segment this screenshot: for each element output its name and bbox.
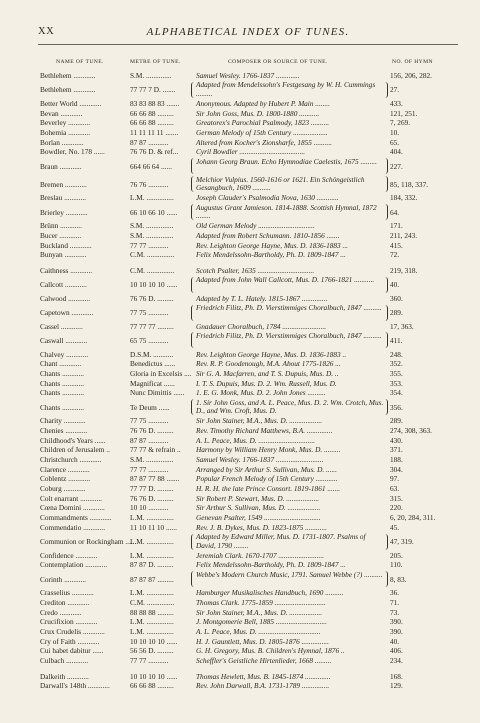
hymn-numbers: 304.	[390, 464, 403, 474]
composer-source: Popular French Melody of 15th Century ............	[196, 474, 338, 484]
tune-metre: L.M. ...............	[130, 617, 174, 627]
index-entry	[0, 331, 480, 349]
composer-source: Rev. John Darwall, B.A. 1731-1789 ...............	[196, 681, 330, 691]
composer-source: Felix Mendelssohn-Bartholdy, Ph. D. 1809-1847 ...	[196, 250, 346, 260]
left-brace	[191, 534, 195, 550]
tune-metre: S.M. ...............	[130, 221, 174, 231]
index-entry	[0, 474, 480, 484]
right-brace	[384, 534, 388, 550]
tune-metre: C.M. ...............	[130, 266, 175, 275]
composer-source: Sir John Goss, Mus. D. 1800-1880 ...........	[196, 108, 320, 118]
composer-source: Harmony by William Henry Monk, Mus. D. .........	[196, 445, 341, 455]
composer-source: Thomas Hewlett, Mus. B. 1845-1874 ..............	[196, 671, 331, 681]
composer-source: Joseph Clauder's Psalmodia Nova, 1630 ............	[196, 193, 339, 203]
composer-source: A. L. Peace, Mus. D. ..................................	[196, 627, 321, 636]
composer-source: Johann Georg Braun. Echo Hymnodiae Caelestis, 1675 .........	[196, 156, 377, 166]
left-brace	[191, 204, 195, 220]
tune-metre: 88 88 88 .........	[130, 607, 174, 617]
index-entry	[0, 276, 480, 294]
tune-name: Cry of Faith ............	[40, 636, 100, 646]
tune-metre: 66 66 88 .........	[130, 681, 174, 691]
right-brace	[384, 277, 388, 293]
hymn-numbers: 390.	[390, 617, 403, 627]
right-brace	[384, 176, 388, 192]
hymn-numbers: 211, 243.	[390, 230, 418, 240]
composer-source: Sir Arthur S. Sullivan, Mus. D. ..................	[196, 503, 321, 513]
tune-name: Cœna Domini ............	[40, 503, 105, 513]
hymn-numbers: 184, 332.	[390, 193, 418, 203]
composer-source: Adapted by Edward Miller, Mus. D. 1731-1807. Psalms of David, 1790 ........	[196, 532, 366, 550]
hymn-numbers: 220.	[390, 503, 403, 513]
tune-metre: 77 77 D. .........	[130, 484, 174, 494]
tune-metre: 10 10 ...........	[130, 503, 169, 513]
tune-name: Chants ............	[40, 388, 84, 398]
composer-source: Augustus Grant Jamieson. 1814-1888. Scottish Hymnal, 1872 ........	[196, 202, 377, 221]
tune-name: Commendatio ............	[40, 522, 106, 532]
index-entry	[0, 99, 480, 109]
composer-source: Felix Mendelssohn-Bartholdy, Ph. D. 1809-1847 ...	[196, 560, 346, 570]
composer-source: Sir G. A. Macfarren, and T. S. Dupuis, Mus. D. ..	[196, 369, 339, 378]
index-entry	[0, 627, 480, 637]
tune-metre: C.M. ...............	[130, 250, 175, 260]
composer-source: Rev. Leighton George Hayne, Mus. D. 1836-1883 ..	[196, 349, 347, 359]
tune-metre: Benedictus ......	[130, 359, 176, 369]
index-entry	[0, 436, 480, 446]
composer-source: German Melody of 15th Century ...................	[196, 127, 328, 137]
hymn-numbers: 205.	[390, 550, 403, 560]
hymn-numbers: 355.	[390, 369, 403, 378]
tune-metre: 77 77 & refrain ..	[130, 445, 181, 455]
tune-name: Bremen ............	[40, 179, 87, 189]
index-entry	[0, 656, 480, 666]
hymn-numbers: 219, 318.	[390, 266, 418, 275]
tune-metre: 83 83 88 83 .......	[130, 98, 180, 108]
index-entry	[0, 81, 480, 99]
composer-source: Scheffler's Geistliche Hirtenlieder, 1668 .........	[196, 656, 332, 666]
hymn-numbers: 234.	[390, 656, 403, 666]
hymn-numbers: 371.	[390, 445, 403, 455]
tune-name: Bohemia ............	[40, 127, 91, 137]
hymn-numbers: 63.	[390, 484, 400, 494]
composer-source: Rev. R. P. Goodenough, M.A. About 1775-1826 ...	[196, 359, 341, 369]
tune-name: Bowdler, No. 178 ......	[40, 147, 105, 157]
tune-name: Bethlehem ............	[40, 85, 96, 95]
tune-metre: Te Deum ......	[130, 402, 170, 412]
tune-name: Chants ............	[40, 378, 84, 388]
tune-name: Callcott ............	[40, 280, 87, 290]
index-entry	[0, 598, 480, 608]
hymn-numbers: 352.	[390, 359, 403, 369]
tune-name: Cui habet dabitur ......	[40, 646, 104, 656]
tune-metre: 87 87 77 88 .......	[130, 474, 180, 484]
tune-name: Crasselius ............	[40, 588, 94, 598]
header-rule	[38, 44, 458, 45]
index-entry	[0, 250, 480, 260]
tune-metre: 65 75 ...........	[130, 335, 169, 345]
tune-metre: L.M. ...............	[130, 627, 174, 636]
index-entry	[0, 369, 480, 379]
index-entry	[0, 672, 480, 682]
hymn-numbers: 433.	[390, 98, 403, 108]
tune-name: Colt enarrant ............	[40, 493, 103, 503]
tune-name: Confidence ............	[40, 550, 98, 560]
composer-source: Genevan Psalter, 1549 ...............................	[196, 513, 321, 523]
index-entry	[0, 608, 480, 618]
hymn-numbers: 404.	[390, 147, 403, 157]
right-brace	[384, 204, 388, 220]
hymn-numbers: 71.	[390, 597, 400, 607]
hymn-numbers: 85, 118, 337.	[390, 179, 429, 189]
index-entry	[0, 484, 480, 494]
hymn-numbers: 168.	[390, 671, 403, 681]
composer-source: Old German Melody ...............................	[196, 221, 315, 231]
tune-name: Chants ............	[40, 369, 84, 378]
tune-name: Borlan ............	[40, 137, 84, 147]
left-brace	[191, 305, 195, 321]
composer-source: Webbe's Modern Church Music, 1791. Samuel Webbe (?) ..........	[196, 569, 383, 579]
index-entry	[0, 533, 480, 551]
tune-metre: L.M. ...............	[130, 513, 174, 523]
hymn-numbers: 227.	[390, 161, 403, 171]
hymn-numbers: 110.	[390, 560, 403, 570]
hymn-numbers: 356.	[390, 402, 403, 412]
composer-source: H. J. Gauntlett, Mus. D. 1805-1876 ...............	[196, 636, 329, 646]
index-entry	[0, 359, 480, 369]
tune-name: Clarence ............	[40, 464, 90, 474]
index-entry	[0, 109, 480, 119]
tune-metre: 10 10 10 10 ......	[130, 671, 178, 681]
composer-source: Sir John Stainer, M.A., Mus. D. ..................	[196, 416, 323, 426]
composer-source: Scotch Psalter, 1635 ...............................	[196, 266, 315, 275]
tune-metre: 77 77 77 .........	[130, 321, 174, 331]
composer-source: G. H. Gregory, Mus. B. Children's Hymnal, 1876 ..	[196, 646, 345, 656]
index-entry	[0, 388, 480, 398]
tune-name: Contemplation ............	[40, 560, 108, 570]
index-entry	[0, 617, 480, 627]
hymn-numbers: 17, 363.	[390, 321, 414, 331]
index-entry	[0, 241, 480, 251]
index-entry	[0, 551, 480, 561]
composer-source: Rev. Leighton George Hayne, Mus. D. 1836-1883 ...	[196, 240, 348, 250]
tune-metre: D.S.M. ...........	[130, 349, 174, 359]
tune-name: Coblentz ............	[40, 474, 91, 484]
index-entry	[0, 681, 480, 691]
index-entry	[0, 350, 480, 360]
hymn-numbers: 97.	[390, 474, 400, 484]
tune-metre: 87 87 ...........	[130, 137, 169, 147]
hymn-numbers: 406.	[390, 646, 403, 656]
composer-source: Sir John Stainer, M.A., Mus. D. ..................	[196, 607, 323, 617]
hymn-column-header: NO. OF HYMN	[392, 59, 433, 65]
index-entry	[0, 570, 480, 588]
hymn-numbers: 36.	[390, 588, 400, 598]
composer-column-header: COMPOSER OR SOURCE OF TUNE.	[228, 59, 328, 65]
index-entry	[0, 503, 480, 513]
tune-name: Christchurch ............	[40, 455, 102, 464]
composer-source: Samuel Wesley. 1766-1837 ..........................	[196, 455, 324, 464]
index-entry	[0, 138, 480, 148]
tune-name: Breslau ............	[40, 193, 87, 203]
tune-name: Communion or Rockingham ......	[40, 537, 137, 546]
tune-metre: 11 11 11 11 .......	[130, 127, 179, 137]
tune-metre: 76 76 ...........	[130, 179, 169, 189]
hymn-numbers: 6, 20, 284, 311.	[390, 513, 436, 523]
index-entry	[0, 513, 480, 523]
composer-source: Gnadauer Choralbuch, 1784 ........................	[196, 321, 327, 331]
tune-column-header: NAME OF TUNE.	[56, 59, 104, 65]
tune-metre: 76 76 D. .........	[130, 293, 174, 303]
index-entry	[0, 147, 480, 157]
hymn-numbers: 353.	[390, 378, 403, 388]
tune-metre: S.M. ...............	[130, 455, 174, 464]
composer-source: Jeremiah Clark. 1670-1707 .........................	[196, 550, 325, 560]
tune-metre: 10 10 10 10 ......	[130, 280, 178, 290]
tune-metre: 77 75 ...........	[130, 416, 169, 426]
index-entry	[0, 221, 480, 231]
tune-name: Credo ............	[40, 607, 82, 617]
composer-source: Sir Robert P. Stewart, Mus. D. ..................	[196, 493, 320, 503]
composer-source: A. L. Peace, Mus. D. ...............................	[196, 435, 315, 445]
tune-name: Beverley ............	[40, 118, 91, 128]
index-entry	[0, 637, 480, 647]
composer-source: Greatorex's Parochial Psalmody, 1823 ..........	[196, 118, 330, 128]
tune-metre: Magnificat ......	[130, 378, 175, 388]
tune-metre: 76 76 D. .........	[130, 425, 174, 435]
metre-column-header: METRE OF TUNE.	[130, 59, 181, 65]
tune-name: Childhood's Years ......	[40, 435, 106, 445]
index-entry	[0, 128, 480, 138]
hymn-numbers: 415.	[390, 240, 403, 250]
tune-metre: 11 10 11 10 ......	[130, 522, 177, 532]
tune-name: Darwall's 148th ............	[40, 681, 110, 691]
index-entry	[0, 465, 480, 475]
tune-name: Caswall ............	[40, 335, 88, 345]
hymn-numbers: 7, 269.	[390, 118, 411, 128]
hymn-numbers: 65.	[390, 137, 400, 147]
tune-name: Chalvey ............	[40, 349, 89, 359]
index-entry	[0, 203, 480, 221]
composer-source: Friedrich Filitz, Ph. D. Vierstimmiges Choralbuch, 1847 ..........	[196, 303, 382, 313]
left-brace	[191, 277, 195, 293]
tune-name: Dalkeith ............	[40, 671, 89, 681]
composer-source: Adapted from Mendelssohn's Festgesang by W. H. Cummings .........	[196, 80, 376, 98]
hymn-numbers: 390.	[390, 627, 403, 636]
tune-name: Crediton ............	[40, 597, 90, 607]
tune-name: Chants ............	[40, 402, 84, 412]
composer-source: Adapted by T. L. Hately. 1815-1867 ..............	[196, 293, 328, 303]
left-brace	[191, 82, 195, 98]
index-entry	[0, 175, 480, 193]
composer-source: Altered from Kocher's Zionsharfe, 1855 ..........	[196, 137, 333, 147]
tune-metre: 77 77 ...........	[130, 240, 169, 250]
composer-source: Anonymous. Adapted by Hubert P. Main ........	[196, 98, 330, 108]
tune-metre: S.M. ..............	[130, 71, 172, 80]
index-entry	[0, 588, 480, 598]
index-entry	[0, 193, 480, 203]
tune-metre: 664 66 64 ......	[130, 161, 172, 171]
tune-name: Cassel ............	[40, 321, 83, 331]
index-entry	[0, 398, 480, 416]
composer-source: 1. Sir John Goss, and A. L. Peace, Mus. D. 2. Wm. Crotch, Mus. D., and Wm. Croft, Mus. D.	[196, 397, 384, 416]
tune-name: Crucifixion ............	[40, 617, 98, 627]
composer-source: I. T. S. Dupuis, Mus. D. 2. Wm. Russell, Mus. D.	[196, 378, 337, 388]
tune-name: Crux Crudelis ............	[40, 627, 105, 636]
hymn-numbers: 40.	[390, 280, 400, 290]
left-brace	[191, 332, 195, 348]
hymn-numbers: 40.	[390, 636, 400, 646]
composer-source: Arranged by Sir Arthur S. Sullivan, Mus. D. ......	[196, 464, 337, 474]
index-entry	[0, 304, 480, 322]
hymn-numbers: 289.	[390, 308, 403, 318]
tune-metre: 77 77 ...........	[130, 464, 169, 474]
running-title: ALPHABETICAL INDEX OF TUNES.	[146, 26, 350, 38]
tune-metre: C.M. ...............	[130, 597, 175, 607]
tune-metre: L.M. ...............	[130, 537, 174, 546]
tune-name: Chenies ............	[40, 425, 88, 435]
hymn-numbers: 121, 251.	[390, 108, 418, 118]
hymn-numbers: 274, 308, 363.	[390, 425, 432, 435]
tune-metre: L.M. ...............	[130, 588, 174, 598]
hymn-numbers: 315.	[390, 493, 403, 503]
tune-metre: 77 77 7 D. .......	[130, 85, 176, 95]
right-brace	[384, 158, 388, 174]
hymn-numbers: 289.	[390, 416, 403, 426]
tune-name: Children of Jerusalem ..	[40, 445, 110, 455]
tune-metre: 56 56 D. .........	[130, 646, 174, 656]
right-brace	[384, 332, 388, 348]
right-brace	[384, 399, 388, 415]
tune-metre: S.M. ...............	[130, 230, 174, 240]
composer-source: Friedrich Filitz, Ph. D. Vierstimmiges Choralbuch, 1847 ..........	[196, 330, 382, 340]
page-number: XX	[38, 26, 55, 37]
tune-name: Buckland ............	[40, 240, 92, 250]
composer-source: H. R. H. the late Prince Consort. 1819-1861 .......	[196, 484, 341, 494]
composer-source: Samuel Wesley. 1766-1837 .............	[196, 71, 300, 80]
tune-metre: 87 87 D. .........	[130, 560, 174, 570]
hymn-numbers: 27.	[390, 85, 400, 95]
composer-source: Thomas Clark. 1775-1859 ............................	[196, 597, 326, 607]
tune-metre: 77 75 ...........	[130, 308, 169, 318]
tune-metre: Gloria in Excelsis ....	[130, 369, 192, 378]
hymn-numbers: 64.	[390, 207, 400, 217]
index-entry	[0, 494, 480, 504]
tune-name: Bucer ............	[40, 230, 82, 240]
tune-metre: 10 10 10 10 ......	[130, 636, 178, 646]
hymn-numbers: 430.	[390, 435, 403, 445]
hymn-numbers: 411.	[390, 335, 403, 345]
tune-name: Braun ............	[40, 161, 82, 171]
page-header	[38, 26, 458, 40]
left-brace	[191, 158, 195, 174]
composer-source: Rev. Timothy Richard Matthews, B.A. ..............	[196, 425, 333, 435]
composer-source: Cyril Bowdler ....................................	[196, 147, 306, 157]
tune-metre: 77 77 ...........	[130, 656, 169, 666]
hymn-numbers: 10.	[390, 127, 400, 137]
tune-name: Brierley ............	[40, 207, 88, 217]
index-entry	[0, 118, 480, 128]
column-headers	[0, 59, 480, 69]
hymn-numbers: 73.	[390, 607, 400, 617]
tune-metre: 76 76 D. & ref...	[130, 147, 179, 157]
tune-metre: 66 66 88 .........	[130, 118, 174, 128]
tune-metre: L.M. ...............	[130, 550, 174, 560]
tune-name: Calwood ............	[40, 293, 91, 303]
hymn-numbers: 171.	[390, 221, 403, 231]
hymn-numbers: 188.	[390, 455, 403, 464]
tune-name: Charity ............	[40, 416, 86, 426]
composer-source: J. Montgomerie Bell, 1885 ............................	[196, 617, 327, 627]
index-entry	[0, 379, 480, 389]
index-entries	[0, 71, 480, 691]
composer-source: Hamburger Musikalisches Handbuch, 1690 ..........	[196, 588, 344, 598]
tune-name: Bevan ............	[40, 108, 83, 118]
left-brace	[191, 571, 195, 587]
composer-source: 1. E. G. Monk, Mus. D. 2. John Jones ..........	[196, 388, 326, 398]
right-brace	[384, 82, 388, 98]
right-brace	[384, 305, 388, 321]
index-entry	[0, 157, 480, 175]
hymn-numbers: 47, 319.	[390, 537, 414, 546]
hymn-numbers: 248.	[390, 349, 403, 359]
tune-metre: Nunc Dimittis ......	[130, 388, 185, 398]
tune-name: Bethlehem ............	[40, 71, 96, 80]
left-brace	[191, 399, 195, 415]
tune-name: Corinth ............	[40, 574, 87, 584]
left-brace	[191, 176, 195, 192]
tune-name: Chant ............	[40, 359, 82, 369]
tune-name: Commandments ............	[40, 513, 112, 523]
tune-metre: 66 66 88 .........	[130, 108, 174, 118]
composer-source: Adapted from Robert Schumann. 1810-1856 .......	[196, 230, 340, 240]
tune-name: Culbach ............	[40, 656, 89, 666]
index-entry	[0, 231, 480, 241]
tune-metre: 66 10 66 10 ......	[130, 207, 178, 217]
index-entry	[0, 416, 480, 426]
right-brace	[384, 571, 388, 587]
tune-name: Bunyan ............	[40, 250, 87, 260]
tune-metre: 87 87 87 .........	[130, 574, 174, 584]
tune-name: Caithness ............	[40, 266, 93, 275]
index-entry	[0, 426, 480, 436]
composer-source: Adapted from John Wall Callcott, Mus. D. 1766-1821 ...........	[196, 275, 375, 285]
tune-metre: 76 76 D. .........	[130, 493, 174, 503]
hymn-numbers: 45.	[390, 522, 400, 532]
tune-name: Brünn ............	[40, 221, 82, 231]
tune-metre: L.M. ...............	[130, 193, 174, 203]
hymn-numbers: 8, 83.	[390, 574, 407, 584]
tune-metre: 87 87 ...........	[130, 435, 169, 445]
index-entry	[0, 445, 480, 455]
hymn-numbers: 360.	[390, 293, 403, 303]
hymn-numbers: 129.	[390, 681, 403, 691]
hymn-numbers: 72.	[390, 250, 400, 260]
index-entry	[0, 560, 480, 570]
tune-name: Coburg ............	[40, 484, 86, 494]
composer-source: Melchior Vulpius. 1560-1616 or 1621. Ein Schöngeistlich Gesangbuch, 1609 ..........	[196, 174, 365, 193]
composer-source: Rev. J. B. Dykes, Mus. D. 1823-1875 ............	[196, 522, 327, 532]
tune-name: Capetown ............	[40, 308, 94, 318]
tune-name: Better World ............	[40, 98, 102, 108]
hymn-numbers: 354.	[390, 388, 403, 398]
index-entry	[0, 322, 480, 332]
index-entry	[0, 646, 480, 656]
hymn-numbers: 156, 206, 282.	[390, 71, 432, 80]
index-entry	[0, 455, 480, 465]
